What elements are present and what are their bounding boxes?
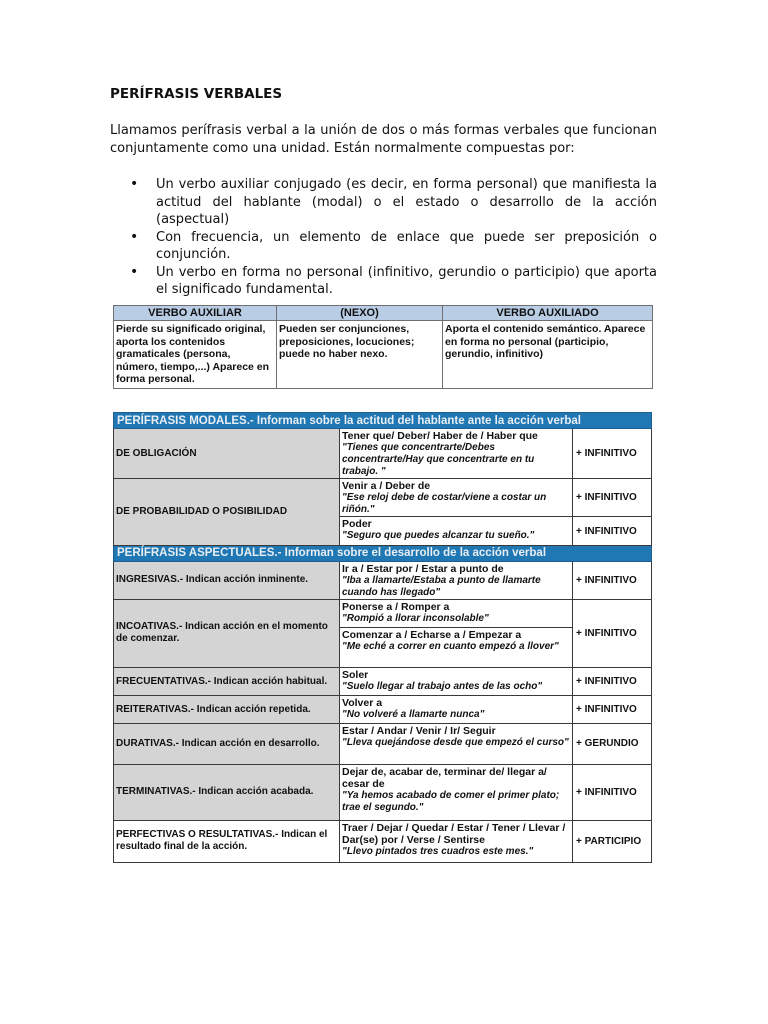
table-row bbox=[114, 724, 652, 764]
row-label-perfectivas: PERFECTIVAS O RESULTATIVAS.- Indican el resultado final de la acción. bbox=[114, 820, 340, 862]
verb-cell bbox=[340, 764, 573, 820]
periphrasis-table bbox=[113, 412, 652, 863]
verb-cell bbox=[340, 627, 573, 667]
verb-cell bbox=[340, 517, 573, 545]
verb-cell bbox=[340, 724, 573, 764]
verb-forms: Ponerse a / Romper a bbox=[342, 600, 450, 613]
verb-forms: Poder bbox=[342, 518, 372, 531]
verb-cell bbox=[340, 599, 573, 627]
table-row bbox=[114, 599, 652, 627]
verb-cell bbox=[340, 429, 573, 479]
example-text: "Llevo pintados tres cuadros este mes." bbox=[342, 845, 534, 857]
intro-paragraph: Llamamos perífrasis verbal a la unión de dos o más formas verbales que funcionan conjuntamente como una unidad. Están normalmente compuestas por: bbox=[110, 123, 657, 156]
row-label-probabilidad: DE PROBABILIDAD O POSIBILIDAD bbox=[114, 479, 340, 545]
verb-cell bbox=[340, 696, 573, 724]
list-item bbox=[110, 229, 657, 264]
example-text: "Tienes que concentrarte/Debes concentrarte/Hay que concentrarte en tu trabajo. " bbox=[342, 442, 535, 478]
row-label-terminativas: TERMINATIVAS.- Indican acción acabada. bbox=[114, 764, 340, 820]
list-item bbox=[110, 176, 657, 229]
bullet-icon: • bbox=[130, 176, 139, 192]
page-title: PERÍFRASIS VERBALES bbox=[110, 86, 283, 102]
result-cell: + INFINITIVO bbox=[573, 668, 652, 696]
row-label-frecuentativas: FRECUENTATIVAS.- Indican acción habitual. bbox=[114, 668, 340, 696]
verb-cell bbox=[340, 479, 573, 517]
example-text: "Lleva quejándose desde que empezó el curso" bbox=[342, 737, 569, 749]
table-row bbox=[114, 429, 652, 479]
table-row bbox=[114, 764, 652, 820]
example-text: "Me eché a correr en cuanto empezó a llover" bbox=[342, 640, 559, 652]
list-item-text: Con frecuencia, un elemento de enlace que puede ser preposición o conjunción. bbox=[156, 229, 657, 262]
row-label-incoativas: INCOATIVAS.- Indican acción en el momento de comenzar. bbox=[114, 599, 340, 667]
verb-forms: Dejar de, acabar de, terminar de/ llegar a/ cesar de bbox=[342, 765, 547, 790]
row-label-durativas: DURATIVAS.- Indican acción en desarrollo. bbox=[114, 724, 340, 764]
result-cell: + PARTICIPIO bbox=[573, 820, 652, 862]
verb-structure-table bbox=[113, 305, 653, 389]
verb-cell bbox=[340, 668, 573, 696]
table-row bbox=[114, 668, 652, 696]
table-row bbox=[114, 561, 652, 599]
verb-forms: Soler bbox=[342, 669, 369, 682]
verb-cell bbox=[340, 820, 573, 862]
list-item-text: Un verbo auxiliar conjugado (es decir, en forma personal) que manifiesta la actitud del hablante (modal) o el estado o desarrollo de la acción (aspectual) bbox=[156, 177, 657, 227]
row-label-reiterativas: REITERATIVAS.- Indican acción repetida. bbox=[114, 696, 340, 724]
verb-forms: Traer / Dejar / Quedar / Estar / Tener / Llevar / Dar(se) por / Verse / Sentirse bbox=[342, 821, 566, 846]
bullet-list bbox=[110, 176, 657, 299]
example-text: "Rompió a llorar inconsolable" bbox=[342, 612, 489, 624]
list-item-text: Un verbo en forma no personal (infinitivo, gerundio o participio) que aporta el significado fundamental. bbox=[156, 264, 657, 297]
row-label-ingresivas: INGRESIVAS.- Indican acción inminente. bbox=[114, 561, 340, 599]
bullet-icon: • bbox=[130, 263, 139, 280]
verb-forms: Venir a / Deber de bbox=[342, 480, 431, 493]
header-nexo: (NEXO) bbox=[277, 306, 443, 321]
header-verbo-auxiliar: VERBO AUXILIAR bbox=[114, 306, 277, 321]
cell-verbo-auxiliado: Aporta el contenido semántico. Aparece en forma no personal (participio, gerundio, infinitivo) bbox=[443, 321, 653, 389]
table-row bbox=[114, 820, 652, 862]
verb-forms: Ir a / Estar por / Estar a punto de bbox=[342, 562, 504, 575]
example-text: "Iba a llamarte/Estaba a punto de llamarte cuando has llegado" bbox=[342, 574, 541, 598]
verb-forms: Tener que/ Deber/ Haber de / Haber que bbox=[342, 430, 538, 443]
row-label-obligacion: DE OBLIGACIÓN bbox=[114, 429, 340, 479]
modal-section-header: PERÍFRASIS MODALES.- Informan sobre la actitud del hablante ante la acción verbal bbox=[114, 413, 652, 429]
table-row bbox=[114, 696, 652, 724]
result-cell: + INFINITIVO bbox=[573, 561, 652, 599]
result-cell: + GERUNDIO bbox=[573, 724, 652, 764]
verb-forms: Comenzar a / Echarse a / Empezar a bbox=[342, 628, 522, 641]
verb-forms: Volver a bbox=[342, 697, 383, 710]
aspect-section-header: PERÍFRASIS ASPECTUALES.- Informan sobre el desarrollo de la acción verbal bbox=[114, 545, 652, 561]
result-cell: + INFINITIVO bbox=[573, 696, 652, 724]
result-cell: + INFINITIVO bbox=[573, 517, 652, 545]
result-cell: + INFINITIVO bbox=[573, 764, 652, 820]
table-row bbox=[114, 479, 652, 517]
result-cell: + INFINITIVO bbox=[573, 429, 652, 479]
example-text: "Seguro que puedes alcanzar tu sueño." bbox=[342, 530, 535, 542]
example-text: "Ya hemos acabado de comer el primer plato; trae el segundo." bbox=[342, 789, 560, 813]
cell-nexo: Pueden ser conjunciones, preposiciones, locuciones; puede no haber nexo. bbox=[277, 321, 443, 389]
list-item bbox=[110, 264, 657, 299]
cell-verbo-auxiliar: Pierde su significado original, aporta los contenidos gramaticales (persona, número, tiempo,...) Aparece en forma personal. bbox=[114, 321, 277, 389]
result-cell: + INFINITIVO bbox=[573, 479, 652, 517]
verb-cell bbox=[340, 561, 573, 599]
example-text: "Ese reloj debe de costar/viene a costar un riñón." bbox=[342, 492, 547, 516]
result-cell: + INFINITIVO bbox=[573, 599, 652, 667]
example-text: "No volveré a llamarte nunca" bbox=[342, 709, 485, 721]
verb-forms: Estar / Andar / Venir / Ir/ Seguir bbox=[342, 725, 496, 738]
example-text: "Suelo llegar al trabajo antes de las ocho" bbox=[342, 681, 543, 693]
bullet-icon: • bbox=[130, 228, 139, 245]
header-verbo-auxiliado: VERBO AUXILIADO bbox=[443, 306, 653, 321]
